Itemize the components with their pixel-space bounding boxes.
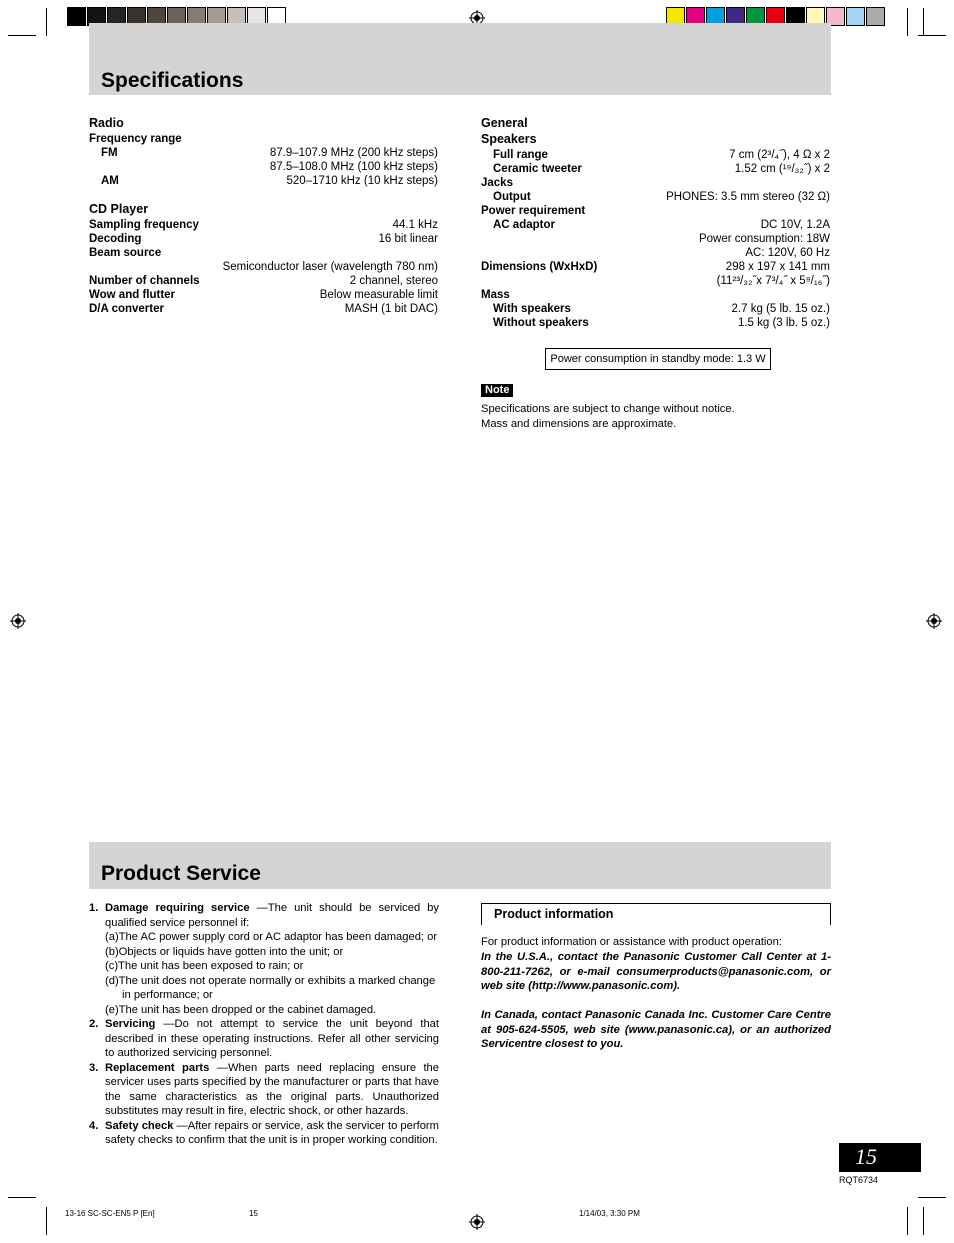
crop-mark — [918, 1197, 946, 1198]
service-item-4 — [89, 1119, 439, 1148]
da-converter-value: MASH (1 bit DAC) — [344, 303, 438, 315]
ceramic-tweeter-value: 1.52 cm (¹⁹/₃₂˝) x 2 — [734, 163, 830, 175]
spec-left-column — [89, 116, 438, 316]
crop-mark — [923, 1207, 924, 1235]
fm-value-alt: 87.5–108.0 MHz (100 kHz steps) — [269, 161, 438, 173]
color-swatch — [866, 7, 885, 26]
power-consumption-value: Power consumption: 18W — [698, 233, 830, 245]
crop-mark — [8, 1197, 36, 1198]
wow-flutter-label: Wow and flutter — [89, 289, 176, 301]
ceramic-tweeter-label: Ceramic tweeter — [493, 163, 582, 175]
condition-e: (e)The unit has been dropped or the cabinet damaged. — [105, 1003, 377, 1016]
decoding-label: Decoding — [89, 233, 142, 245]
wow-flutter-value: Below measurable limit — [319, 289, 438, 301]
without-speakers-label: Without speakers — [493, 317, 589, 329]
slug-date: 1/14/03, 3:30 PM — [579, 1209, 640, 1218]
sampling-frequency-value: 44.1 kHz — [392, 219, 438, 231]
page-number: 15 — [855, 1144, 877, 1169]
note-badge: Note — [481, 384, 513, 397]
item-heading: Servicing — [105, 1018, 156, 1030]
note-line-2: Mass and dimensions are approximate. — [481, 418, 677, 430]
ac-input-value: AC: 120V, 60 Hz — [745, 247, 830, 259]
output-value: PHONES: 3.5 mm stereo (32 Ω) — [666, 191, 830, 203]
condition-c: (c)The unit has been exposed to rain; or — [105, 960, 304, 972]
dimensions-value: 298 x 197 x 141 mm — [725, 261, 830, 273]
crop-mark — [907, 8, 908, 36]
slug-filename: 13-16 SC-SC-EN5 P [En] — [65, 1209, 155, 1218]
crop-mark — [907, 1207, 908, 1235]
speakers-heading: Speakers — [481, 132, 537, 146]
crop-mark — [8, 35, 36, 36]
note-line-1: Specifications are subject to change without notice. — [481, 403, 735, 415]
item-text: —After repairs or service, ask the servicer to perform safety checks to confirm that the unit is in proper working condition. — [105, 1119, 439, 1146]
da-converter-label: D/A converter — [89, 303, 164, 315]
general-heading: General — [481, 116, 528, 130]
ac-adaptor-value: DC 10V, 1.2A — [760, 219, 830, 231]
spec-right-column — [481, 116, 830, 330]
mass-label: Mass — [481, 289, 510, 301]
fm-label: FM — [101, 147, 118, 159]
product-info-intro: For product information or assistance with product operation: — [481, 936, 782, 948]
with-speakers-value: 2.7 kg (5 lb. 15 oz.) — [731, 303, 830, 315]
registration-mark-icon — [926, 613, 942, 629]
sampling-frequency-label: Sampling frequency — [89, 219, 199, 231]
service-list — [89, 901, 439, 1148]
service-item-1 — [89, 901, 439, 1017]
am-label: AM — [101, 175, 119, 187]
product-info-canada: In Canada, contact Panasonic Canada Inc. Customer Care Centre at 905-624-5505, web site (www.panasonic.ca), or an authorized Servicentre closest to you. — [481, 1009, 831, 1050]
product-service-header — [89, 842, 831, 889]
ac-adaptor-label: AC adaptor — [493, 219, 555, 231]
model-code: RQT6734 — [839, 1175, 879, 1185]
registration-mark-icon — [10, 613, 26, 629]
dimensions-label: Dimensions (WxHxD) — [481, 261, 598, 273]
page-number-box — [839, 1143, 921, 1172]
item-number: 2. — [89, 1018, 99, 1030]
power-requirement-label: Power requirement — [481, 205, 586, 217]
product-info-usa: In the U.S.A., contact the Panasonic Customer Call Center at 1-800-211-7262, or e-mail consumerproducts@panasonic.com, or web site (http://www.panasonic.com). — [481, 951, 831, 992]
output-label: Output — [493, 191, 531, 203]
color-swatch — [846, 7, 865, 26]
full-range-label: Full range — [493, 149, 548, 161]
cd-player-heading: CD Player — [89, 202, 149, 216]
item-number: 3. — [89, 1061, 99, 1074]
product-service-title: Product Service — [101, 862, 261, 885]
service-item-2 — [89, 1017, 439, 1061]
full-range-value: 7 cm (2³/₄˝), 4 Ω x 2 — [729, 149, 830, 161]
color-swatch — [67, 7, 86, 26]
item-number: 4. — [89, 1119, 99, 1132]
channels-label: Number of channels — [89, 275, 200, 287]
with-speakers-label: With speakers — [493, 303, 571, 315]
item-heading: Damage requiring service — [105, 902, 250, 914]
registration-mark-icon — [469, 1214, 485, 1230]
standby-power-box: Power consumption in standby mode: 1.3 W — [545, 348, 771, 370]
item-heading: Safety check — [105, 1119, 174, 1132]
slug-page: 15 — [249, 1209, 258, 1218]
jacks-label: Jacks — [481, 177, 513, 189]
service-item-3 — [89, 1061, 439, 1119]
decoding-value: 16 bit linear — [378, 233, 438, 245]
fm-value: 87.9–107.9 MHz (200 kHz steps) — [269, 147, 438, 159]
crop-mark — [923, 8, 924, 36]
product-info-heading: Product information — [494, 907, 614, 921]
specifications-title: Specifications — [101, 69, 244, 92]
condition-b: (b)Objects or liquids have gotten into the unit; or — [105, 945, 344, 958]
crop-mark — [46, 1207, 47, 1235]
channels-value: 2 channel, stereo — [349, 275, 438, 287]
item-text: —When parts need replacing ensure the servicer uses parts specified by the manufacturer or parts that have the same characteristics as the original parts. Unauthorized substitutes may result in fire, electric shock, or other hazards. — [105, 1061, 440, 1117]
item-text: —Do not attempt to service the unit beyond that described in these operating instructions. Refer all other servicing to authorized servicing personnel. — [105, 1018, 439, 1059]
crop-mark — [46, 8, 47, 36]
without-speakers-value: 1.5 kg (3 lb. 5 oz.) — [737, 317, 830, 329]
frequency-range-label: Frequency range — [89, 133, 182, 145]
condition-d: (d)The unit does not operate normally or exhibits a marked change in performance; or — [105, 974, 436, 1001]
radio-heading: Radio — [89, 116, 124, 130]
specifications-header — [89, 23, 831, 95]
item-number: 1. — [89, 902, 99, 914]
am-value: 520–1710 kHz (10 kHz steps) — [286, 175, 438, 187]
beam-source-label: Beam source — [89, 247, 162, 259]
item-heading: Replacement parts — [105, 1061, 210, 1074]
dimensions-inch-value: (11²³/₃₂˝x 7³/₄˝ x 5⁹/₁₆˝) — [716, 275, 830, 287]
item-text: —The unit should be serviced by qualified service personnel if: — [105, 902, 439, 929]
product-info-box — [481, 903, 831, 925]
beam-source-value: Semiconductor laser (wavelength 780 nm) — [222, 261, 438, 273]
condition-a: (a)The AC power supply cord or AC adaptor has been damaged; or — [105, 931, 438, 943]
